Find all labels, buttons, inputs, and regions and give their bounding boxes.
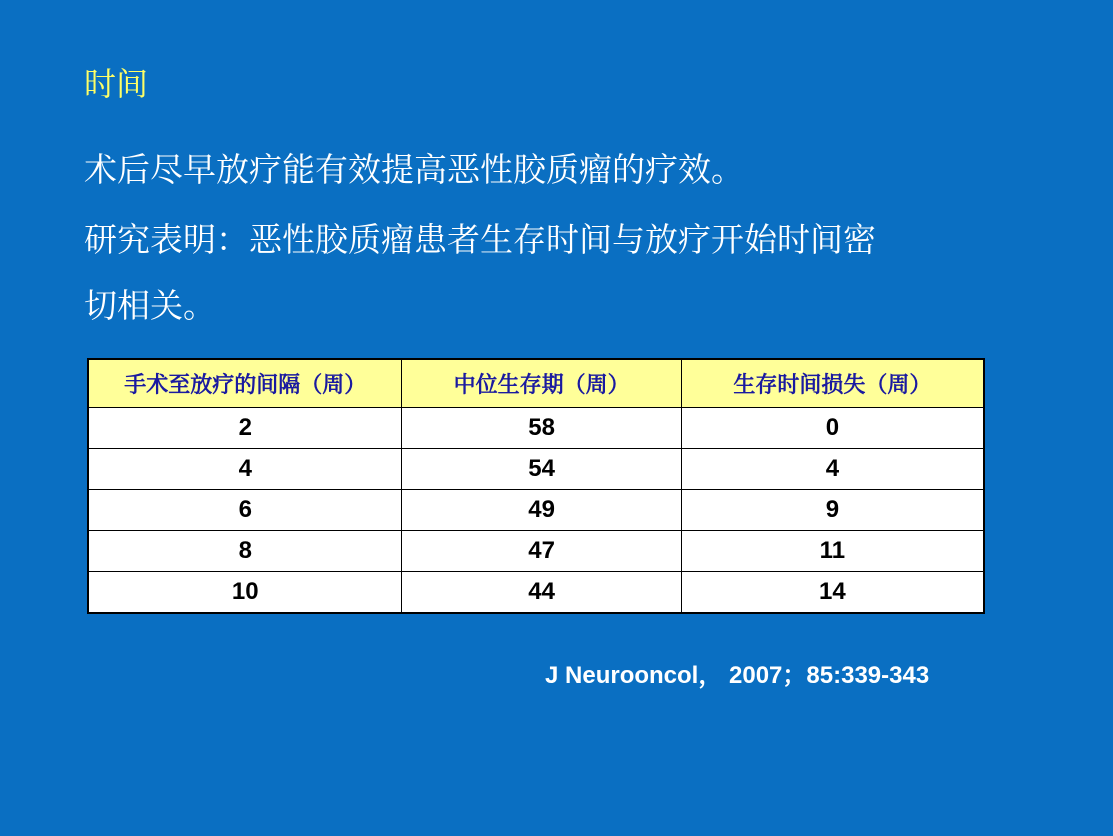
table-row bbox=[88, 408, 984, 449]
table-cell: 49 bbox=[402, 490, 681, 531]
body-line-1: 术后尽早放疗能有效提高恶性胶质瘤的疗效。 bbox=[84, 150, 744, 189]
body-line-2: 研究表明：恶性胶质瘤患者生存时间与放疗开始时间密 bbox=[84, 220, 876, 259]
table-cell: 2 bbox=[88, 408, 402, 449]
table-cell: 14 bbox=[681, 572, 984, 614]
table-header-row bbox=[88, 359, 984, 408]
table-cell: 47 bbox=[402, 531, 681, 572]
table-cell: 8 bbox=[88, 531, 402, 572]
header-median-survival: 中位生存期（周） bbox=[402, 359, 681, 408]
table-cell: 44 bbox=[402, 572, 681, 614]
survival-table bbox=[87, 358, 985, 614]
table-cell: 9 bbox=[681, 490, 984, 531]
table-cell: 10 bbox=[88, 572, 402, 614]
body-line-3: 切相关。 bbox=[84, 286, 216, 325]
header-survival-loss: 生存时间损失（周） bbox=[681, 359, 984, 408]
header-interval: 手术至放疗的间隔（周） bbox=[88, 359, 402, 408]
table-row bbox=[88, 531, 984, 572]
table-row bbox=[88, 449, 984, 490]
table-cell: 6 bbox=[88, 490, 402, 531]
table-cell: 58 bbox=[402, 408, 681, 449]
table-cell: 54 bbox=[402, 449, 681, 490]
slide-title: 时间 bbox=[84, 65, 149, 103]
citation: J Neurooncol， 2007；85:339-343 bbox=[545, 662, 930, 689]
table-cell: 4 bbox=[88, 449, 402, 490]
table-row bbox=[88, 490, 984, 531]
table-cell: 11 bbox=[681, 531, 984, 572]
table-cell: 0 bbox=[681, 408, 984, 449]
table-row bbox=[88, 572, 984, 614]
table-cell: 4 bbox=[681, 449, 984, 490]
